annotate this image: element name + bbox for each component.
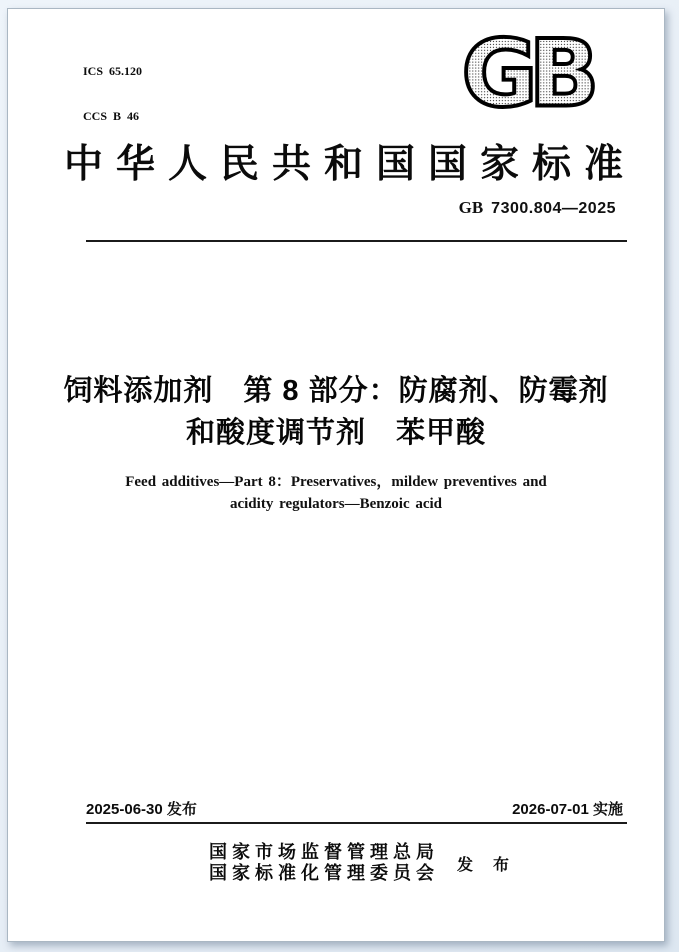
top-divider-rule xyxy=(86,240,627,242)
publisher-names xyxy=(209,842,439,884)
bottom-divider-rule xyxy=(86,822,627,824)
issue-date: 2025-06-30 发布 xyxy=(86,801,197,818)
standard-code xyxy=(459,198,616,218)
standard-code-number: 7300.804—2025 xyxy=(491,200,616,217)
publisher-block xyxy=(8,842,664,884)
masthead-title: 中华人民共和国国家标准 xyxy=(63,143,636,186)
gb-logo-text: GB xyxy=(461,31,591,115)
ccs-code: CCS B 46 xyxy=(83,109,140,123)
document-title-cn-line1: 饲料添加剂 第 8 部分：防腐剂、防霉剂 xyxy=(63,375,609,407)
document-page xyxy=(7,8,665,942)
publisher-line2: 国家标准化管理委员会 xyxy=(208,863,439,883)
document-title-cn-line2: 和酸度调节剂 苯甲酸 xyxy=(185,417,486,449)
implementation-date: 2026-07-01 实施 xyxy=(512,801,623,818)
publisher-line1: 国家市场监督管理总局 xyxy=(208,842,439,862)
publish-label: 发 布 xyxy=(456,856,511,874)
standard-code-prefix: GB xyxy=(458,198,484,217)
ics-code: ICS 65.120 xyxy=(83,64,143,78)
gb-logo-icon xyxy=(457,31,595,115)
document-title-en-line2: acidity regulators—Benzoic acid xyxy=(229,496,443,512)
document-title-en-line1: Feed additives—Part 8：Preservatives，mildew preventives and xyxy=(125,474,547,490)
